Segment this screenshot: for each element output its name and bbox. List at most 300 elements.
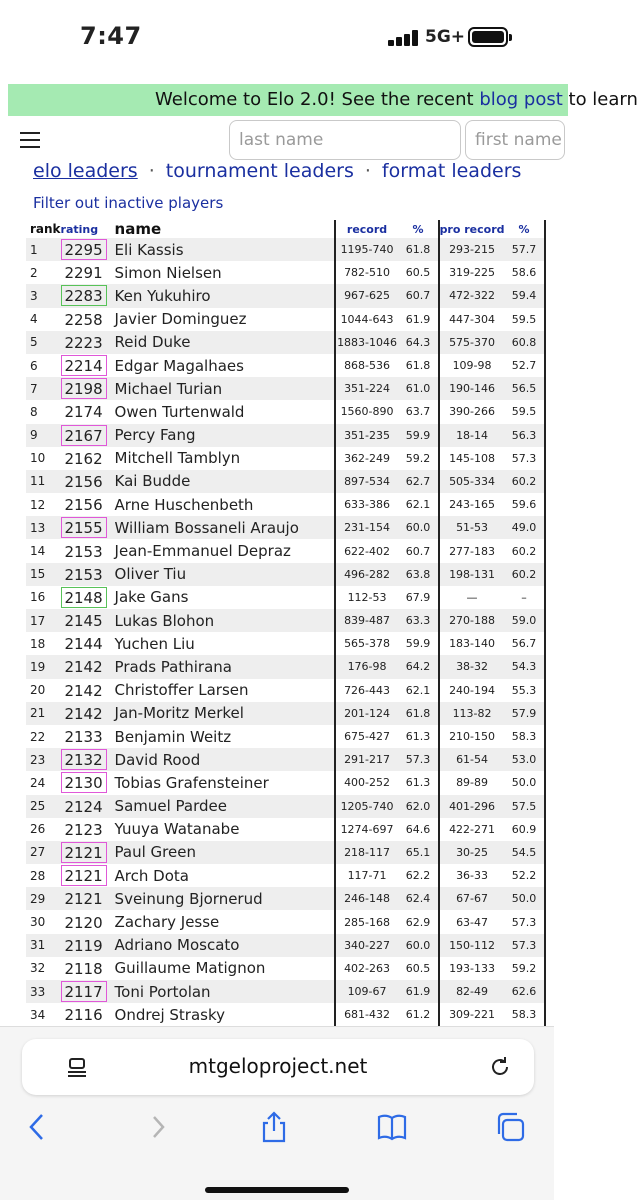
record-cell: 1274-697 (335, 818, 399, 841)
rating-value: 2144 (64, 635, 103, 654)
pct-cell: 59.2 (405, 451, 431, 465)
bookmarks-icon[interactable] (376, 1111, 408, 1143)
blog-post-link[interactable]: blog post (479, 89, 563, 110)
table-row (26, 841, 545, 864)
pro-pct-cell: – (505, 586, 545, 609)
pct-cell: 64.6 (405, 822, 431, 836)
pro-record-cell: 63-47 (439, 910, 505, 933)
record-cell: 291-217 (335, 748, 399, 771)
pro-pct-cell: 52.7 (505, 354, 545, 377)
table-row (26, 331, 545, 354)
rank-cell: 17 (26, 609, 61, 632)
rank-cell: 7 (26, 377, 61, 400)
pct-cell: 61.3 (405, 776, 431, 790)
pct-cell: 61.8 (399, 702, 439, 725)
pct-cell: 57.3 (399, 748, 439, 771)
rating-cell (61, 238, 115, 261)
player-name[interactable]: Oliver Tiu (115, 563, 335, 586)
rating-cell (61, 424, 115, 447)
pro-record-cell: 293-215 (439, 238, 505, 261)
rank-cell: 25 (26, 795, 61, 818)
record-cell: 496-282 (335, 563, 399, 586)
pro-pct-cell: 60.2 (505, 470, 545, 493)
rank-cell: 20 (30, 683, 46, 698)
record-cell: 675-427 (335, 725, 399, 748)
rating-cell (61, 980, 115, 1003)
table-row (26, 470, 545, 493)
rating-value: 2148 (61, 587, 107, 608)
rank-cell: 28 (30, 868, 46, 883)
rating-value: 2258 (64, 310, 103, 329)
rating-cell (61, 818, 115, 841)
player-name[interactable]: Jean-Emmanuel Depraz (114, 542, 291, 561)
rank-cell: 4 (30, 312, 38, 327)
pro-record-cell: 277-183 (439, 539, 505, 562)
rating-cell (61, 447, 115, 470)
last-name-input[interactable] (229, 120, 461, 160)
pro-record-cell: 183-140 (439, 632, 505, 655)
player-name[interactable]: Arne Huschenbeth (114, 495, 254, 514)
pro-record-cell: 38-32 (439, 655, 505, 678)
table-row (26, 887, 545, 910)
record-cell: 726-443 (335, 679, 399, 702)
record-cell: 897-534 (335, 470, 399, 493)
player-name[interactable]: Paul Green (115, 841, 335, 864)
pro-record-cell: 190-146 (439, 377, 505, 400)
player-name[interactable]: Eli Kassis (115, 238, 335, 261)
leaders-nav (33, 160, 521, 182)
rank-cell: 33 (26, 980, 61, 1003)
rating-cell (61, 702, 115, 725)
pro-record-cell: 61-54 (439, 748, 505, 771)
col-record[interactable]: record (335, 220, 399, 238)
rating-value: 2142 (64, 658, 103, 677)
rank-cell: 27 (26, 841, 61, 864)
pro-pct-cell: 59.0 (505, 609, 545, 632)
home-indicator (205, 1187, 349, 1193)
record-cell: 967-625 (335, 284, 399, 307)
rating-value: 2162 (64, 449, 103, 468)
pro-record-cell: 243-165 (439, 493, 505, 516)
pro-record-cell: 193-133 (439, 957, 505, 980)
rank-cell: 16 (30, 590, 46, 605)
table-row (26, 424, 545, 447)
browser-bottom-bar (0, 1026, 554, 1200)
rating-cell (61, 493, 115, 516)
record-cell: 246-148 (335, 887, 399, 910)
record-cell: 218-117 (335, 841, 399, 864)
pro-record-cell: 150-112 (439, 934, 505, 957)
player-name[interactable]: Tobias Grafensteiner (114, 773, 269, 792)
rating-value: 2145 (64, 612, 103, 631)
player-name[interactable]: Jan-Moritz Merkel (115, 702, 335, 725)
url-text: mtgeloproject.net (188, 1054, 368, 1078)
record-cell: 633-386 (335, 493, 399, 516)
pro-record-cell: 30-25 (439, 841, 505, 864)
rating-value: 2121 (61, 842, 107, 863)
rank-cell: 19 (26, 655, 61, 678)
forward-icon[interactable] (142, 1111, 174, 1143)
pro-record-cell: 113-82 (439, 702, 505, 725)
pro-pct-cell: 58.3 (505, 1003, 545, 1026)
rank-cell: 14 (30, 544, 46, 559)
record-cell: 351-224 (335, 377, 399, 400)
rating-value: 2119 (64, 936, 103, 955)
rating-cell (61, 563, 115, 586)
table-row (26, 563, 545, 586)
pct-cell: 64.2 (399, 655, 439, 678)
pro-pct-cell: 56.5 (505, 377, 545, 400)
leaderboard (0, 220, 554, 1026)
pct-cell: 62.1 (405, 498, 431, 512)
rating-value: 2153 (64, 542, 103, 561)
pro-pct-cell: 57.7 (505, 238, 545, 261)
table-row (26, 864, 545, 887)
rating-value: 2124 (64, 797, 103, 816)
player-name[interactable]: Benjamin Weitz (114, 727, 232, 746)
player-name[interactable]: Percy Fang (115, 424, 335, 447)
rating-cell (61, 887, 115, 910)
record-cell: 681-432 (335, 1003, 399, 1026)
col-rank[interactable]: rank (30, 222, 61, 236)
table-row (26, 377, 545, 400)
player-name[interactable]: David Rood (115, 748, 335, 771)
player-name[interactable]: Mitchell Tamblyn (114, 449, 241, 468)
pct-cell: 61.3 (405, 730, 431, 744)
pct-cell: 67.9 (405, 590, 431, 604)
player-name[interactable]: Kai Budde (115, 470, 335, 493)
rating-value: 2130 (61, 772, 107, 793)
table-row (26, 447, 545, 470)
player-name[interactable]: Prads Pathirana (115, 655, 335, 678)
pro-record-cell: 67-67 (439, 887, 505, 910)
pct-cell: 64.3 (399, 331, 439, 354)
player-name[interactable]: Simon Nielsen (114, 263, 222, 282)
filter-inactive-link[interactable]: Filter out inactive players (33, 194, 224, 212)
record-cell: 1883-1046 (335, 331, 399, 354)
pro-record-cell: 240-194 (439, 679, 505, 702)
pct-cell: 60.0 (399, 516, 439, 539)
tabs-icon[interactable] (494, 1111, 526, 1143)
rating-cell (61, 609, 115, 632)
pro-record-cell: 82-49 (439, 980, 505, 1003)
rating-value: 2132 (61, 749, 107, 770)
rank-cell: 18 (30, 636, 46, 651)
table-row (26, 609, 545, 632)
rank-cell: 6 (30, 358, 38, 373)
record-cell: 1044-643 (335, 308, 399, 331)
pro-pct-cell: 62.6 (505, 980, 545, 1003)
pct-cell: 60.5 (405, 266, 431, 280)
share-icon[interactable] (258, 1111, 290, 1143)
pro-pct-cell: 52.2 (505, 864, 545, 887)
col-pro-record[interactable]: pro record (439, 220, 505, 238)
record-cell: 176-98 (335, 655, 399, 678)
banner-text: Welcome to Elo 2.0! See the recent (155, 89, 480, 110)
player-name[interactable]: Ken Yukuhiro (115, 284, 335, 307)
record-cell: 109-67 (335, 980, 399, 1003)
rating-value: 2121 (61, 865, 107, 886)
rating-value: 2223 (64, 333, 103, 352)
pct-cell: 62.2 (405, 869, 431, 883)
pro-record-cell: 472-322 (439, 284, 505, 307)
rating-value: 2155 (61, 517, 107, 538)
record-cell: 117-71 (335, 864, 399, 887)
pro-pct-cell: 49.0 (505, 516, 545, 539)
player-name[interactable]: Owen Turtenwald (114, 402, 245, 421)
pro-pct-cell: 56.7 (505, 632, 545, 655)
rank-cell: 9 (26, 424, 61, 447)
record-cell: 201-124 (335, 702, 399, 725)
table-row (26, 748, 545, 771)
pro-pct-cell: 59.6 (505, 493, 545, 516)
pro-record-cell: 89-89 (439, 771, 505, 794)
player-name[interactable]: Reid Duke (115, 331, 335, 354)
record-cell: 400-252 (335, 771, 399, 794)
pro-record-cell: 319-225 (439, 261, 505, 284)
pro-record-cell: 109-98 (439, 354, 505, 377)
rating-cell (61, 655, 115, 678)
player-name[interactable]: Adriano Moscato (115, 934, 335, 957)
table-row (26, 261, 545, 284)
rank-cell: 5 (26, 331, 61, 354)
player-name[interactable]: Edgar Magalhaes (114, 356, 244, 375)
rating-cell (61, 354, 115, 377)
rank-cell: 22 (30, 729, 46, 744)
table-row (26, 632, 545, 655)
rating-value: 2167 (61, 425, 107, 446)
record-cell: 285-168 (335, 910, 399, 933)
rank-cell: 11 (26, 470, 61, 493)
table-row (26, 238, 545, 261)
table-row (26, 934, 545, 957)
pct-cell: 62.0 (399, 795, 439, 818)
pro-pct-cell: 50.0 (505, 771, 545, 794)
pro-pct-cell: 57.5 (505, 795, 545, 818)
back-icon[interactable] (22, 1111, 54, 1143)
pro-pct-cell: 60.2 (505, 539, 545, 562)
player-name[interactable]: Yuchen Liu (114, 634, 195, 653)
record-cell: 231-154 (335, 516, 399, 539)
pro-pct-cell: 59.5 (505, 308, 545, 331)
col-rating[interactable]: rating (60, 222, 99, 236)
pct-cell: 62.4 (399, 887, 439, 910)
player-name[interactable]: Javier Dominguez (114, 310, 247, 329)
battery-icon (468, 27, 508, 47)
rating-value: 2156 (64, 496, 103, 515)
player-name[interactable]: Arch Dota (114, 866, 189, 885)
pro-pct-cell: 58.6 (505, 261, 545, 284)
col-pct[interactable]: % (412, 222, 424, 236)
record-cell: 362-249 (335, 447, 399, 470)
rank-cell: 32 (30, 961, 46, 976)
rank-cell: 23 (26, 748, 61, 771)
nav-separator: · (364, 160, 371, 182)
record-cell: 868-536 (335, 354, 399, 377)
rating-value: 2120 (64, 913, 103, 932)
rating-value: 2142 (64, 681, 103, 700)
table-row (26, 354, 545, 377)
pro-pct-cell: 60.8 (505, 331, 545, 354)
pct-cell: 59.9 (399, 424, 439, 447)
player-name[interactable]: Toni Portolan (115, 980, 335, 1003)
record-cell: 351-235 (335, 424, 399, 447)
pct-cell: 62.7 (399, 470, 439, 493)
pct-cell: 63.8 (399, 563, 439, 586)
signal-icon (388, 30, 422, 46)
rating-cell (61, 586, 115, 609)
menu-icon[interactable] (20, 132, 40, 148)
rating-value: 2121 (64, 890, 103, 909)
rating-cell (61, 795, 115, 818)
rating-cell (61, 470, 115, 493)
col-pro-pct[interactable]: % (505, 220, 545, 238)
pro-pct-cell: 55.3 (505, 679, 545, 702)
player-name[interactable]: Samuel Pardee (115, 795, 335, 818)
record-cell: 1560-890 (335, 400, 399, 423)
rating-cell (61, 864, 115, 887)
pro-record-cell: 145-108 (439, 447, 505, 470)
pro-pct-cell: 56.3 (505, 424, 545, 447)
pro-pct-cell: 54.5 (505, 841, 545, 864)
pct-cell: 60.5 (405, 961, 431, 975)
table-row (26, 795, 545, 818)
first-name-input[interactable] (465, 120, 565, 160)
table-row (26, 725, 545, 748)
pro-record-cell: 198-131 (439, 563, 505, 586)
player-name[interactable]: Lukas Blohon (115, 609, 335, 632)
rank-cell: 12 (30, 497, 46, 512)
player-name[interactable]: William Bossaneli Araujo (115, 516, 335, 539)
pro-record-cell: 390-266 (439, 400, 505, 423)
rating-value: 2133 (64, 728, 103, 747)
rating-cell (61, 910, 115, 933)
record-cell: 565-378 (335, 632, 399, 655)
pro-pct-cell: 50.0 (505, 887, 545, 910)
pro-record-cell: 18-14 (439, 424, 505, 447)
rating-value: 2214 (61, 355, 107, 376)
pro-pct-cell: 58.3 (505, 725, 545, 748)
rating-cell (61, 377, 115, 400)
pct-cell: 65.1 (399, 841, 439, 864)
pro-record-cell: 309-221 (439, 1003, 505, 1026)
status-bar (0, 0, 554, 80)
network-type: 5G+ (425, 27, 466, 47)
pro-record-cell: 401-296 (439, 795, 505, 818)
pct-cell: 61.8 (405, 359, 431, 373)
record-cell: 839-487 (335, 609, 399, 632)
rating-cell (61, 539, 115, 562)
player-name[interactable]: Zachary Jesse (114, 913, 220, 932)
rank-cell: 1 (26, 238, 61, 261)
pct-cell: 59.9 (405, 637, 431, 651)
pct-cell: 62.1 (405, 683, 431, 697)
record-cell: 340-227 (335, 934, 399, 957)
rank-cell: 10 (30, 451, 46, 466)
pro-record-cell: 575-370 (439, 331, 505, 354)
pct-cell: 63.3 (399, 609, 439, 632)
rank-cell: 2 (30, 265, 38, 280)
table-row (26, 771, 545, 794)
table-row (26, 493, 545, 516)
rating-value: 2117 (61, 981, 107, 1002)
rating-value: 2118 (64, 959, 103, 978)
pro-pct-cell: 54.3 (505, 655, 545, 678)
record-cell: 402-263 (335, 957, 399, 980)
rating-cell (61, 516, 115, 539)
nav-elo-leaders[interactable]: elo leaders (33, 160, 138, 182)
rank-cell: 13 (26, 516, 61, 539)
rating-cell (61, 308, 115, 331)
rank-cell: 30 (30, 915, 46, 930)
player-name[interactable]: Michael Turian (115, 377, 335, 400)
reload-icon[interactable] (488, 1055, 512, 1079)
record-cell: 1205-740 (335, 795, 399, 818)
nav-separator: · (148, 160, 155, 182)
rating-value: 2156 (64, 472, 103, 491)
pct-cell: 61.9 (405, 312, 431, 326)
col-name[interactable]: name (114, 220, 162, 238)
nav-format-leaders[interactable]: format leaders (381, 160, 522, 182)
table-row (26, 308, 545, 331)
rating-cell (61, 331, 115, 354)
table-row (26, 818, 545, 841)
record-cell: 1195-740 (335, 238, 399, 261)
rating-cell (61, 284, 115, 307)
rating-value: 2123 (64, 820, 103, 839)
rating-value: 2291 (64, 264, 103, 283)
pro-record-cell: 447-304 (439, 308, 505, 331)
pro-record-cell: 422-271 (439, 818, 505, 841)
pro-record-cell: 505-334 (439, 470, 505, 493)
player-name[interactable]: Yuuya Watanabe (114, 820, 240, 839)
rating-value: 2174 (64, 403, 103, 422)
browser-toolbar (0, 1111, 554, 1147)
pro-pct-cell: 59.2 (505, 957, 545, 980)
rating-value: 2295 (61, 239, 107, 260)
table-row (26, 702, 545, 725)
player-name[interactable]: Christoffer Larsen (114, 681, 249, 700)
pro-record-cell: 36-33 (439, 864, 505, 887)
player-name[interactable]: Sveinung Bjornerud (115, 887, 335, 910)
pro-pct-cell: 59.4 (505, 284, 545, 307)
rating-cell (61, 679, 115, 702)
nav-tournament-leaders[interactable]: tournament leaders (165, 160, 354, 182)
rating-cell (61, 261, 115, 284)
pct-cell: 60.7 (399, 284, 439, 307)
pct-cell: 61.8 (399, 238, 439, 261)
rating-cell (61, 725, 115, 748)
table-row (26, 679, 545, 702)
table-row (26, 957, 545, 980)
pro-pct-cell: 57.3 (505, 910, 545, 933)
pro-pct-cell: 59.5 (505, 400, 545, 423)
table-row (26, 1003, 545, 1026)
rank-cell: 26 (30, 822, 46, 837)
player-name[interactable]: Jake Gans (114, 588, 189, 607)
record-cell: 112-53 (335, 586, 399, 609)
rating-cell (61, 957, 115, 980)
player-name[interactable]: Guillaume Matignon (114, 959, 266, 978)
rank-cell: 3 (26, 284, 61, 307)
pro-pct-cell: 57.3 (505, 447, 545, 470)
address-bar[interactable] (22, 1039, 534, 1095)
welcome-banner (8, 84, 638, 116)
rating-value: 2153 (64, 565, 103, 584)
player-name[interactable]: Ondrej Strasky (114, 1005, 225, 1024)
pro-record-cell: 210-150 (439, 725, 505, 748)
rating-cell (61, 771, 115, 794)
